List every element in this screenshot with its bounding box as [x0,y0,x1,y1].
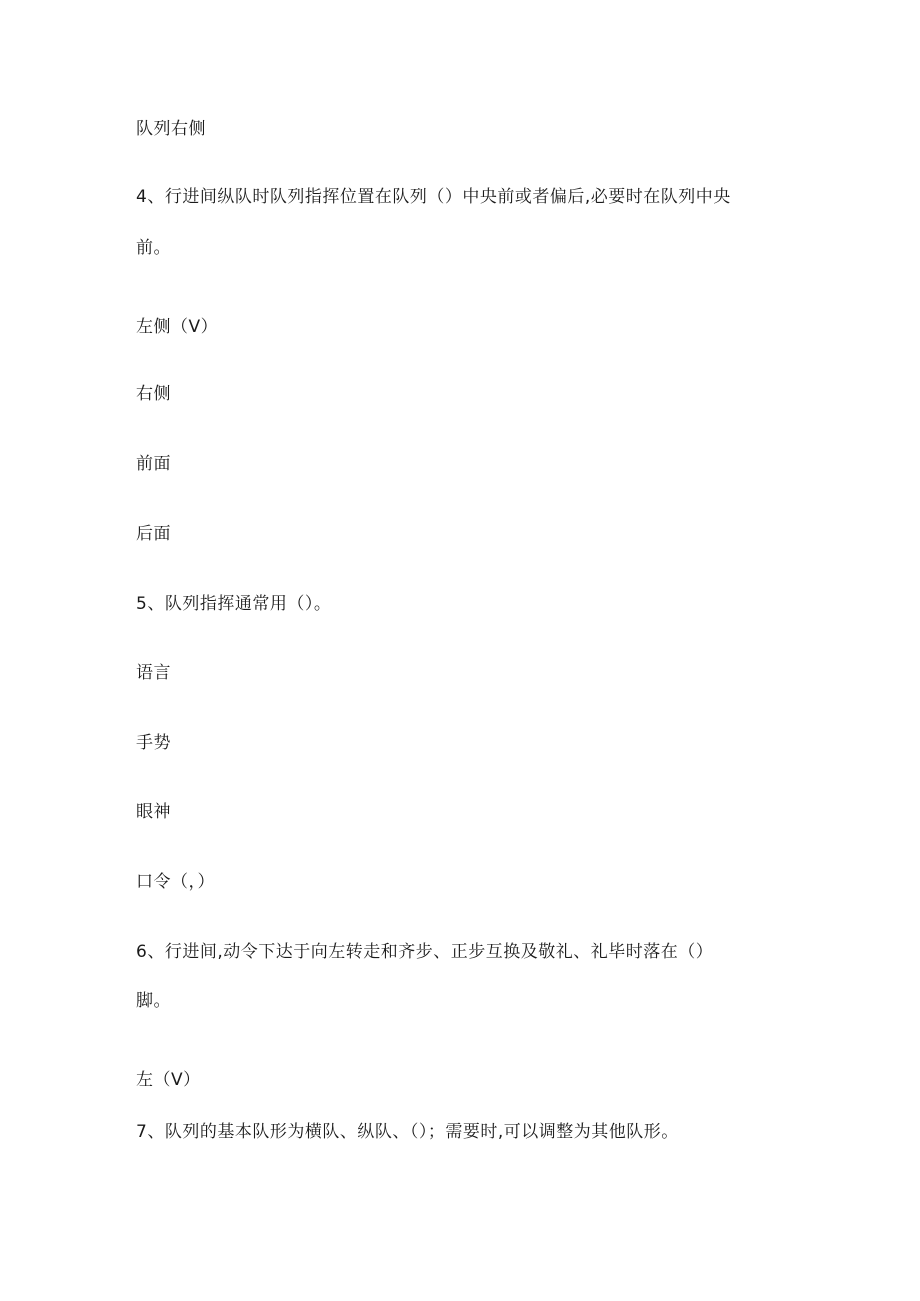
option-text: 前面 [136,454,171,474]
option-text: 手势 [136,733,171,753]
question-4-text-continued: 前。 [136,238,171,258]
option-text: 队列右侧 [136,119,206,139]
option-text: 语言 [136,663,171,683]
option-text: 后面 [136,524,171,544]
option-text: 眼神 [136,802,171,822]
question-4-text: 4、行进间纵队时队列指挥位置在队列（）中央前或者偏后,必要时在队列中央 [136,187,731,207]
question-5-text: 5、队列指挥通常用（）。 [136,594,332,614]
option-text: 口令（，） [136,872,215,892]
option-text: 左（V） [136,1070,201,1090]
question-7-text: 7、队列的基本队形为横队、纵队、（）；需要时,可以调整为其他队形。 [136,1122,679,1142]
option-text: 右侧 [136,384,171,404]
question-6-text: 6、行进间,动令下达于向左转走和齐步、正步互换及敬礼、礼毕时落在（） [136,942,714,962]
question-6-text-continued: 脚。 [136,991,171,1011]
option-text: 左侧（V） [136,317,219,337]
